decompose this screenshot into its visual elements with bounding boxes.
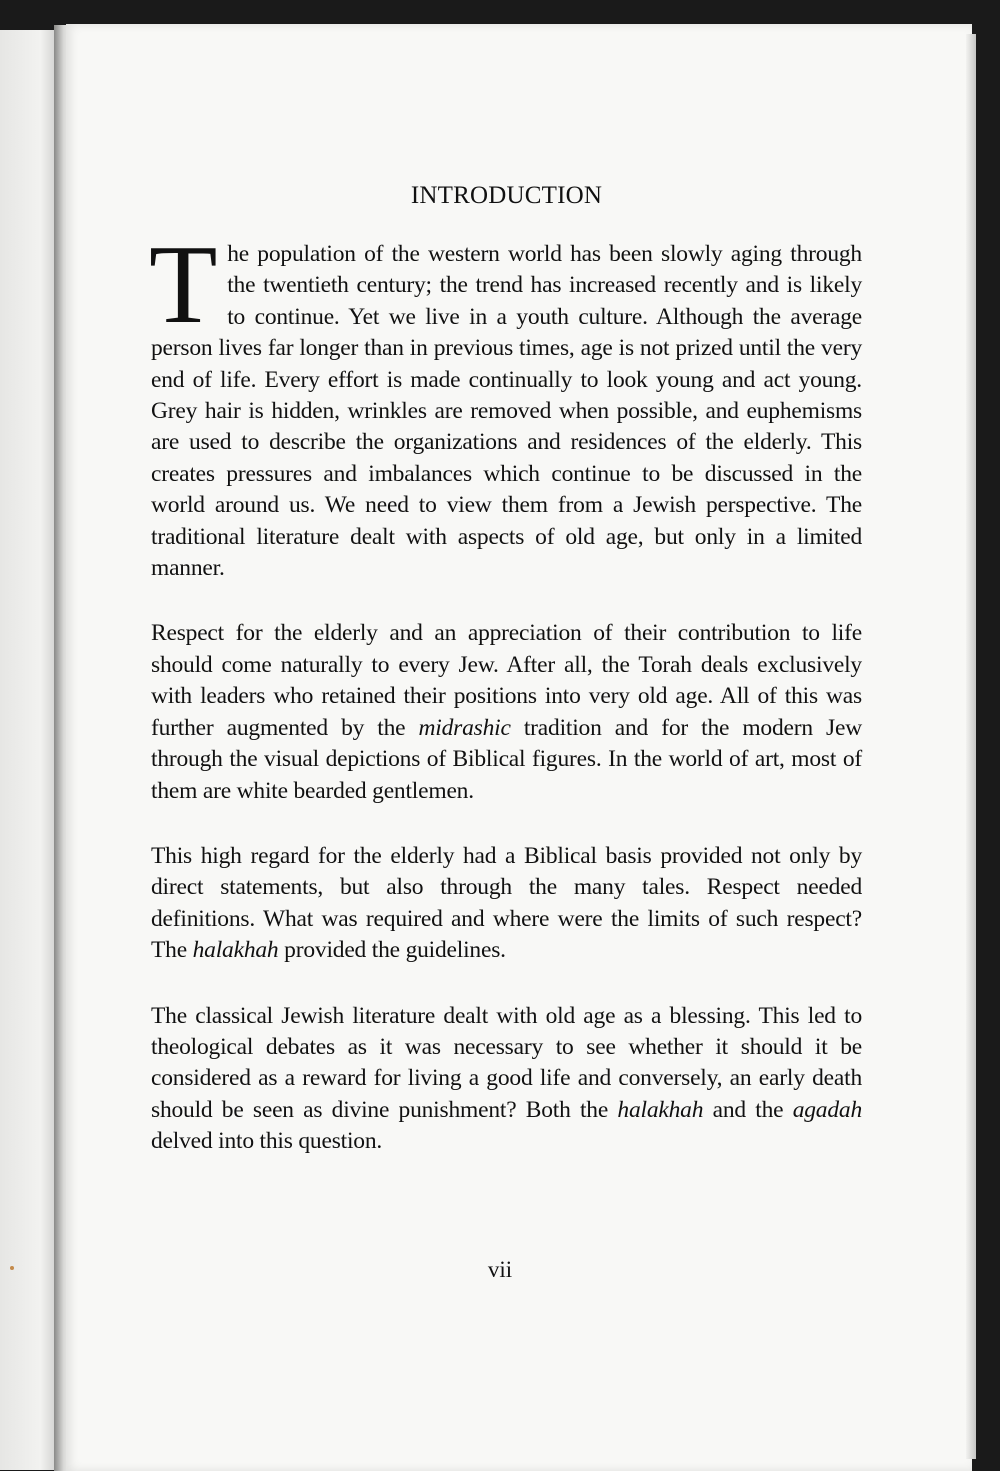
facing-page-edge (0, 30, 58, 1470)
paragraph-3 (151, 841, 862, 967)
paragraph-3-text-a: This high regard for the elderly had a Biblical basis provided not only by direct statements, but also through the many tales. Respect needed definitions. What was required and where were the limits of such respect? The (151, 842, 862, 964)
paragraph-2-text-a: Respect for the elderly and an appreciation of their contribution to life should come naturally to every Jew. After all, the Torah deals exclusively with leaders who retained their positions into very old age. All of this was further augmented by the (151, 620, 862, 741)
paragraph-4-italic-term-1: halakhah (617, 1096, 704, 1123)
paragraph-3-italic-term: halakhah (192, 937, 279, 964)
paragraph-4-text-c: delved into this question. (151, 1128, 383, 1155)
paragraph-2-italic-term: midrashic (418, 714, 511, 741)
page-number: vii (487, 1257, 513, 1282)
paragraph-1 (149, 223, 862, 584)
paragraph-1-text: he population of the western world has been slowly aging through the twentieth century; the trend has increased recently and is likely to continue. Yet we live in a youth culture. Although the average person lives far longer than in previous times, age is not prized until the very end of life. Every effort is made continually to look young and act young. Grey hair is hidden, wrinkles are removed when possible, and euphemisms are used to describe the organizations and residences of the elderly. This creates pressures and imbalances which continue to be discussed in the world around us. We need to view them from a Jewish perspective. The traditional literature dealt with aspects of old age, but only in a limited manner. (151, 241, 862, 582)
page-stack-edge (966, 34, 976, 1459)
paragraph-2 (151, 618, 862, 806)
paragraph-4-text-a: The classical Jewish literature dealt with old age as a blessing. This led to theological debates as it was necessary to see whether it should it be considered as a reward for living a good life and conversely, an early death should be seen as divine punishment? Both the (151, 1002, 862, 1123)
paragraph-4 (151, 1001, 862, 1158)
drop-cap: T (149, 223, 218, 347)
paragraph-3-text-b: provided the guidelines. (278, 937, 506, 964)
paragraph-4-italic-term-2: agadah (792, 1096, 862, 1123)
paragraph-4-text-b: and the (703, 1096, 793, 1123)
paragraph-2-text-b: tradition and for the modern Jew through the visual depictions of Biblical figures. In the world of art, most of them are white bearded gentlemen. (151, 714, 862, 804)
page-content (151, 181, 862, 1158)
chapter-heading: INTRODUCTION (410, 182, 603, 209)
